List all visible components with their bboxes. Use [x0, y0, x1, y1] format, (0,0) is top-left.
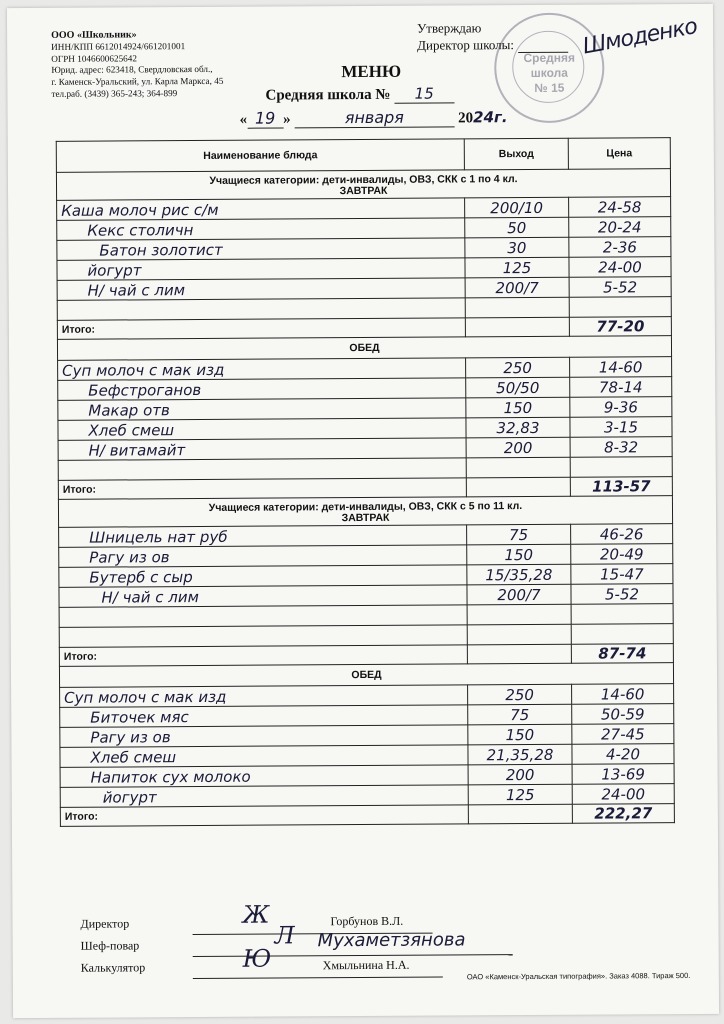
total-label: Итого: [60, 805, 468, 826]
dish-price: 14-60 [572, 684, 674, 705]
dish-name: Рагу из ов [60, 725, 468, 747]
dish-name: Напиток сух молоко [60, 765, 468, 787]
total-label: Итого: [59, 645, 467, 666]
school-line [265, 84, 454, 104]
menu-sheet [7, 4, 719, 1018]
total-value: 222,27 [572, 804, 674, 824]
page-title: МЕНЮ [341, 61, 402, 82]
dish-output: 150 [468, 724, 572, 745]
dish-price: 24-00 [572, 784, 674, 805]
print-info: ОАО «Каменск-Уральская типография». Заказ 4088. Тираж 500. [466, 971, 691, 982]
dish-price: 24-58 [569, 197, 671, 218]
dish-name: Хлеб смеш [58, 418, 466, 440]
calculator-name: Хмыльнина Н.А. [322, 957, 410, 973]
dish-price: 46-26 [571, 524, 673, 545]
total-value: 77-20 [569, 317, 671, 337]
dish-output: 200/7 [465, 277, 569, 298]
section-label: ЗАВТРАК [341, 511, 390, 524]
school-label: Средняя школа № [265, 86, 391, 104]
dish-price: 15-47 [571, 564, 673, 585]
category-row [56, 169, 670, 201]
dish-price: 27-45 [572, 724, 674, 745]
chef-name: Мухаметзянова [317, 929, 466, 952]
dish-name: Хлеб смеш [60, 745, 468, 767]
stamp-line-3: № 15 [534, 80, 565, 95]
section-label: ЗАВТРАК [339, 184, 388, 197]
org-name: ООО «Школьник» [51, 29, 137, 41]
director-school-label: Директор школы: [417, 37, 515, 53]
dish-output: 150 [466, 397, 570, 418]
dish-price: 4-20 [572, 744, 674, 765]
col-header-price: Цена [568, 138, 670, 170]
approve-label: Утверждаю [417, 20, 482, 36]
date-year-suffix: 24г. [473, 108, 508, 127]
category-label: Учащиеся категории: дети-инвалиды, ОВЗ, СКК с 1 по 4 кл. [209, 172, 518, 187]
table-header-row [56, 138, 670, 173]
dish-price: 50-59 [572, 704, 674, 725]
dish-price: 20-24 [569, 217, 671, 238]
total-value: 87-74 [571, 644, 673, 664]
col-header-dish: Наименование блюда [56, 139, 464, 172]
date-month: января [294, 107, 454, 128]
dish-output: 32,83 [466, 417, 570, 438]
dish-name: Н/ чай с лим [57, 278, 465, 300]
dish-price: 5-52 [569, 277, 671, 298]
dish-name: Суп молоч с мак изд [60, 685, 468, 707]
dish-output: 125 [468, 784, 572, 805]
org-ogrn: ОГРН 1046600625642 [51, 52, 137, 64]
dish-output: 125 [465, 257, 569, 278]
dish-price: 3-15 [570, 417, 672, 438]
category-label: Учащиеся категории: дети-инвалиды, ОВЗ, СКК с 5 по 11 кл. [208, 499, 523, 514]
dish-name: Н/ чай с лим [59, 585, 467, 607]
dish-name: Суп молоч с мак изд [58, 358, 466, 380]
dish-name: Батон золотист [57, 238, 465, 260]
director-sign-line [518, 40, 568, 53]
director-label: Директор [80, 916, 130, 931]
dish-name: Н/ витамайт [58, 438, 466, 460]
stamp-line-2: школа [530, 65, 568, 80]
dish-output: 75 [468, 704, 572, 725]
total-row [60, 804, 674, 827]
dish-name: йогурт [60, 785, 468, 807]
approval-block [417, 19, 568, 54]
org-address-2: г. Каменск-Уральский, ул. Карла Маркса, 45 [51, 76, 224, 88]
dish-name: Кекс столичн [57, 218, 465, 240]
school-number: 15 [394, 84, 454, 103]
category-row [58, 496, 672, 528]
org-inn: ИНН/КПП 6612014924/661201001 [51, 40, 186, 52]
dish-output: 200 [468, 764, 572, 785]
date-day: 19 [247, 108, 283, 128]
dish-price: 2-36 [569, 237, 671, 258]
dish-output: 50 [465, 217, 569, 238]
dish-name: Биточек мяс [60, 705, 468, 727]
dish-price: 9-36 [570, 397, 672, 418]
dish-output: 200/7 [467, 584, 571, 605]
org-address-1: Юрид. адрес: 623418, Свердловская обл., [51, 64, 213, 76]
total-value: 113-57 [570, 477, 672, 497]
dish-output: 50/50 [466, 377, 570, 398]
dish-output: 15/35,28 [467, 564, 571, 585]
dish-price: 8-32 [570, 437, 672, 458]
dish-price: 13-69 [572, 764, 674, 785]
dish-output: 75 [467, 524, 571, 545]
dish-output: 250 [468, 684, 572, 705]
calculator-signature: Ю [242, 944, 272, 973]
dish-name: Шницель нат руб [59, 525, 467, 547]
dish-name: Рагу из ов [59, 545, 467, 567]
calculator-label: Калькулятор [80, 960, 146, 975]
dish-output: 250 [466, 357, 570, 378]
dish-name: Бефстроганов [58, 378, 466, 400]
dish-name: Бутерб с сыр [59, 565, 467, 587]
director-signature: Ж [242, 900, 270, 929]
dish-output: 200/10 [465, 197, 569, 218]
total-label: Итого: [57, 318, 465, 339]
organization-block [51, 29, 223, 101]
dish-output: 150 [467, 544, 571, 565]
dish-name: Макар отв [58, 398, 466, 420]
signatures-block [80, 912, 145, 978]
director-school-signature: Шмоденко [580, 14, 699, 60]
dish-name: Каша молоч рис с/м [57, 198, 465, 220]
section-label: ОБЕД [59, 663, 673, 688]
dish-price: 24-00 [569, 257, 671, 278]
dish-output: 200 [466, 437, 570, 458]
menu-table [56, 137, 675, 827]
dish-price: 78-14 [570, 377, 672, 398]
total-label: Итого: [58, 478, 466, 499]
col-header-output: Выход [464, 138, 568, 170]
chef-label: Шеф-повар [80, 938, 140, 953]
dish-price: 5-52 [571, 584, 673, 605]
dish-price: 14-60 [570, 357, 672, 378]
director-name: Горбунов В.Л. [330, 913, 404, 929]
date-year-prefix: 20 [458, 110, 474, 127]
stamp-line-1: Средняя [523, 50, 576, 66]
org-phone: тел.раб. (3439) 365-243; 364-899 [51, 88, 178, 99]
menu-date: « 19 » января 2024г. [239, 107, 508, 128]
dish-output: 21,35,28 [468, 744, 572, 765]
dish-output: 30 [465, 237, 569, 258]
chef-signature: Л [274, 921, 295, 950]
dish-price: 20-49 [571, 544, 673, 565]
section-label: ОБЕД [57, 336, 671, 361]
dish-name: йогурт [57, 258, 465, 280]
